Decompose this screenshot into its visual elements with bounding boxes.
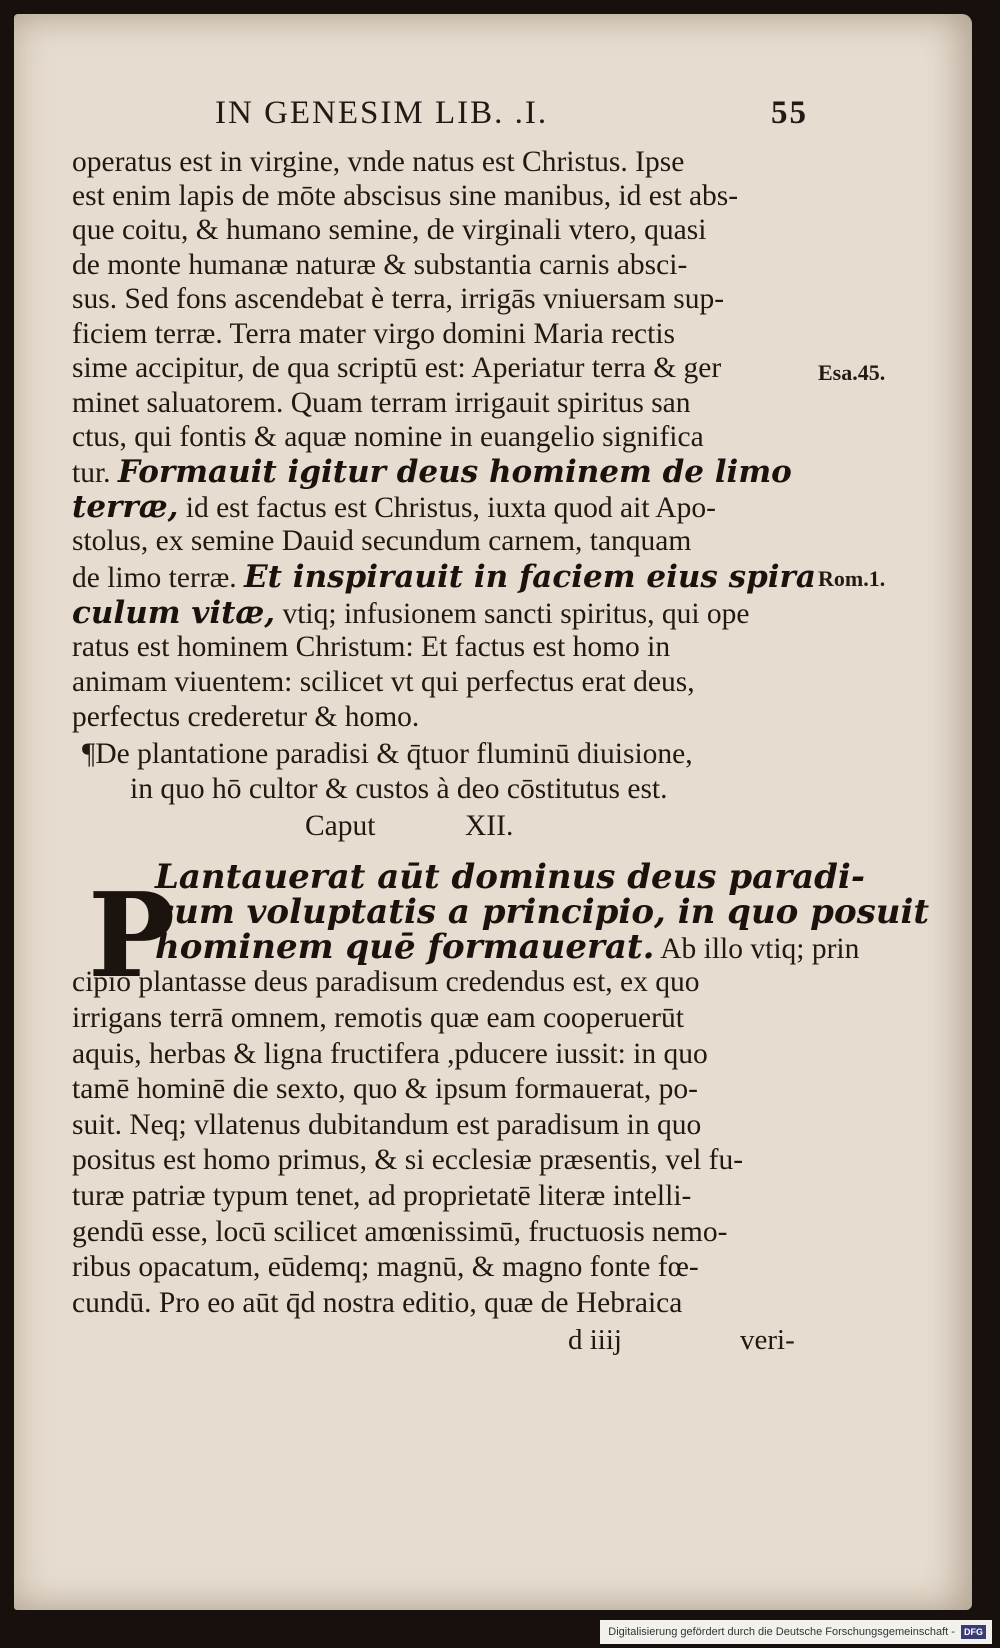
chapter-blackletter-2: sum voluptatis a principio, in quo posuit: [155, 892, 930, 932]
folio-number: 55: [771, 95, 808, 131]
body-line-13: [72, 559, 816, 595]
chapter-line-6: aquis, herbas & ligna fructifera ,pducere iussit: in quo: [72, 1038, 708, 1070]
line-11-lead: terræ,: [72, 489, 179, 525]
body-line-6: ficiem terræ. Terra mater virgo domini Maria rectis: [72, 318, 676, 350]
body-line-8: minet saluatorem. Quam terram irrigauit spiritus san: [72, 387, 691, 419]
body-line-9: ctus, qui fontis & aquæ nomine in euangelio significa: [72, 421, 704, 453]
chapter-blackletter-1: Lantauerat aūt dominus deus paradi-: [155, 857, 865, 897]
chapter-line-9: positus est homo primus, & si ecclesiæ præsentis, vel fu-: [72, 1144, 744, 1176]
line-14-lead: culum vitæ,: [72, 595, 276, 631]
body-line-4: de monte humanæ naturæ & substantia carnis absci-: [72, 249, 688, 281]
chapter-line-11: gendū esse, locū scilicet amœnissimū, fructuosis nemo-: [72, 1216, 728, 1248]
body-line-1: operatus est in virgine, vnde natus est Christus. Ipse: [72, 146, 685, 178]
body-line-2: est enim lapis de mōte abscisus sine manibus, id est abs-: [72, 180, 739, 212]
blackletter-quote-2: Et inspirauit in faciem eius spira: [244, 559, 816, 595]
body-line-3: que coitu, & humano semine, de virginali vtero, quasi: [72, 214, 707, 246]
chapter-blackletter-3: hominem quē formauerat.: [155, 927, 655, 967]
body-line-15: ratus est hominem Christum: Et factus est homo in: [72, 631, 671, 663]
line-14-rest: vtiq; infusionem sancti spiritus, qui ope: [282, 598, 750, 630]
chapter-heading-line-2: in quo hō cultor & custos à deo cōstitutus est.: [130, 773, 668, 805]
body-line-10-text: tur.: [72, 457, 111, 489]
dfg-credit-strip: [600, 1620, 992, 1644]
dfg-logo: DFG: [961, 1625, 986, 1639]
line-13-lead: de limo terræ.: [72, 562, 237, 594]
chapter-line-5: irrigans terrā omnem, remotis quæ eam cooperuerūt: [72, 1002, 684, 1034]
drop-cap: P: [88, 868, 176, 1004]
body-line-16: animam viuentem: scilicet vt qui perfectus erat deus,: [72, 666, 695, 698]
body-line-7: sime accipitur, de qua scriptū est: Aperiatur terra & ger: [72, 352, 722, 384]
chapter-line-4: cipio plantasse deus paradisum credendus est, ex quo: [72, 966, 700, 998]
chapter-line-3: [155, 927, 860, 967]
running-header: [215, 95, 815, 135]
blackletter-quote-1: Formauit igitur deus hominem de limo: [117, 454, 792, 490]
chapter-line-3-rest: Ab illo vtiq; prin: [660, 933, 860, 965]
body-line-14: [72, 595, 750, 631]
body-line-12: stolus, ex semine Dauid secundum carnem, tanquam: [72, 525, 692, 557]
running-title: IN GENESIM LIB. .I.: [215, 95, 549, 131]
chapter-number: XII.: [465, 810, 514, 842]
signature-mark: d iiij: [568, 1324, 622, 1356]
marginal-note-rom: Rom.1.: [818, 566, 886, 591]
chapter-line-10: turæ patriæ typum tenet, ad proprietatē literæ intelli-: [72, 1180, 692, 1212]
marginal-note-esa: Esa.45.: [818, 360, 886, 385]
chapter-heading-line-1: ¶De plantatione paradisi & q̄tuor fluminū diuisione,: [82, 738, 693, 770]
chapter-line-13: cundū. Pro eo aūt q̄d nostra editio, quæ de Hebraica: [72, 1287, 683, 1319]
chapter-line-7: tamē hominē die sexto, quo & ipsum formauerat, po-: [72, 1073, 698, 1105]
catchword: veri-: [740, 1324, 795, 1356]
chapter-label: Caput: [305, 810, 376, 842]
body-line-5: sus. Sed fons ascendebat è terra, irrigās vniuersam sup-: [72, 283, 725, 315]
line-11-rest: id est factus est Christus, iuxta quod ait Apo-: [185, 492, 716, 524]
chapter-line-12: ribus opacatum, eūdemq; magnū, & magno fonte fœ-: [72, 1251, 699, 1283]
body-line-10: [72, 454, 792, 490]
chapter-line-8: suit. Neq; vllatenus dubitandum est paradisum in quo: [72, 1109, 702, 1141]
dfg-credit-text: Digitalisierung gefördert durch die Deutsche Forschungsgemeinschaft -: [608, 1626, 955, 1638]
body-line-11: [72, 489, 716, 525]
body-line-17: perfectus crederetur & homo.: [72, 701, 420, 733]
